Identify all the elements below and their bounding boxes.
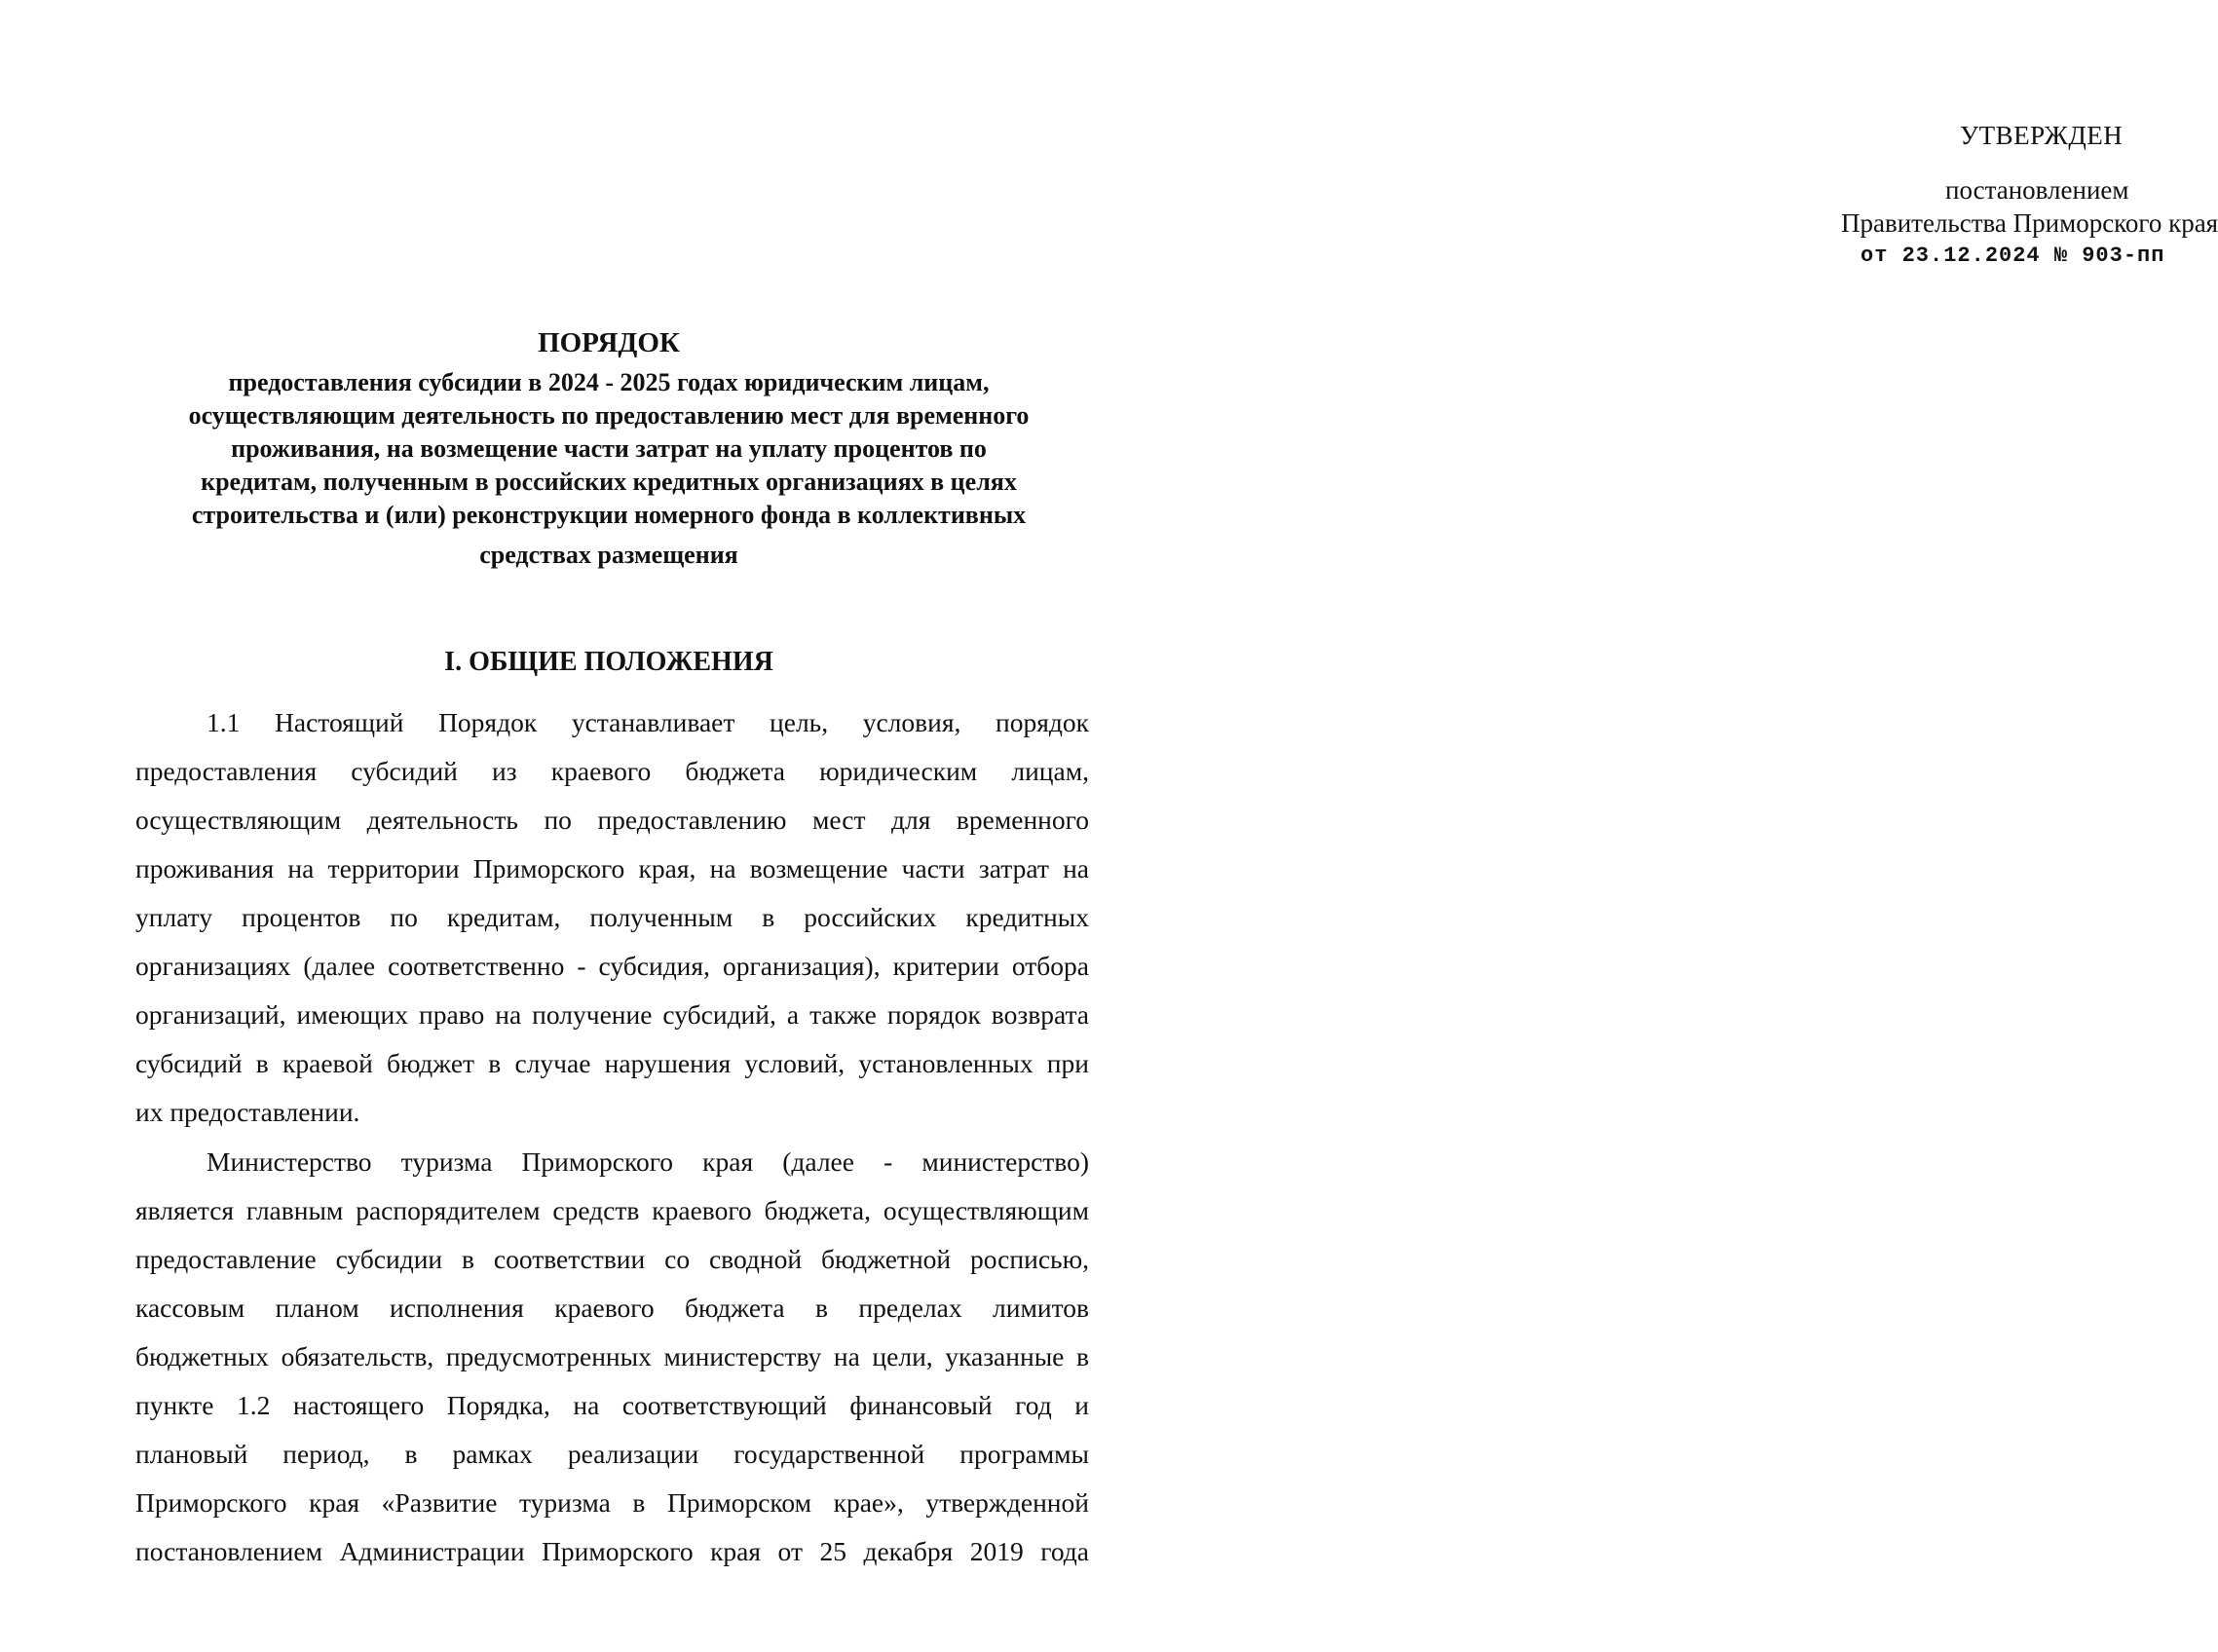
paragraph-line: является главным распорядителем средств краевого бюджета, осуществляющим <box>135 1195 1089 1225</box>
approval-line-2: Правительства Приморского края <box>1841 208 2218 238</box>
paragraph-line: пункте 1.2 настоящего Порядка, на соответствующий финансовый год и <box>135 1390 1089 1420</box>
document-title: ПОРЯДОК <box>538 327 680 358</box>
paragraph-ministry <box>135 1138 1089 1576</box>
paragraph-line: кассовым планом исполнения краевого бюджета в пределах лимитов <box>135 1293 1089 1323</box>
document-subtitle <box>136 366 1081 572</box>
paragraph-line: Министерство туризма Приморского края (далее - министерство) <box>207 1146 1089 1177</box>
paragraph-line: их предоставлении. <box>135 1097 360 1127</box>
paragraph-line: постановлением Администрации Приморского края от 25 декабря 2019 года <box>135 1536 1089 1566</box>
paragraph-line: плановый период, в рамках реализации государственной программы <box>135 1439 1089 1469</box>
paragraph-line: проживания на территории Приморского края, на возмещение части затрат на <box>135 853 1089 883</box>
paragraph-line: Приморского края «Развитие туризма в Приморском крае», утвержденной <box>135 1487 1089 1518</box>
approval-date-number: от 23.12.2024 № 903-пп <box>1861 244 2165 268</box>
paragraph-1-1 <box>135 698 1089 1137</box>
approved-title: УТВЕРЖДЕН <box>1960 121 2124 150</box>
paragraph-line: субсидий в краевой бюджет в случае нарушения условий, установленных при <box>135 1048 1089 1078</box>
subtitle-line: осуществляющим деятельность по предоставлению мест для временного <box>188 401 1030 430</box>
paragraph-line: бюджетных обязательств, предусмотренных министерству на цели, указанные в <box>135 1341 1089 1371</box>
paragraph-line: предоставления субсидий из краевого бюджета юридическим лицам, <box>135 756 1089 786</box>
paragraph-line: организаций, имеющих право на получение субсидий, а также порядок возврата <box>135 999 1089 1030</box>
paragraph-line: уплату процентов по кредитам, полученным в российских кредитных <box>135 902 1089 932</box>
approval-line-1: постановлением <box>1945 175 2129 205</box>
paragraph-line: осуществляющим деятельность по предоставлению мест для временного <box>135 805 1089 835</box>
subtitle-line: строительства и (или) реконструкции номерного фонда в коллективных <box>191 501 1027 529</box>
subtitle-line: кредитам, полученным в российских кредитных организациях в целях <box>201 468 1017 496</box>
paragraph-line: организациях (далее соответственно - субсидия, организация), критерии отбора <box>135 951 1089 981</box>
section-heading: I. ОБЩИЕ ПОЛОЖЕНИЯ <box>444 647 773 677</box>
subtitle-line: проживания, на возмещение части затрат на уплату процентов по <box>231 434 987 463</box>
paragraph-line: 1.1 Настоящий Порядок устанавливает цель, условия, порядок <box>207 707 1089 737</box>
paragraph-line: предоставление субсидии в соответствии со сводной бюджетной росписью, <box>135 1244 1089 1274</box>
subtitle-line: предоставления субсидии в 2024 - 2025 годах юридическим лицам, <box>228 368 990 396</box>
subtitle-line: средствах размещения <box>479 541 738 569</box>
